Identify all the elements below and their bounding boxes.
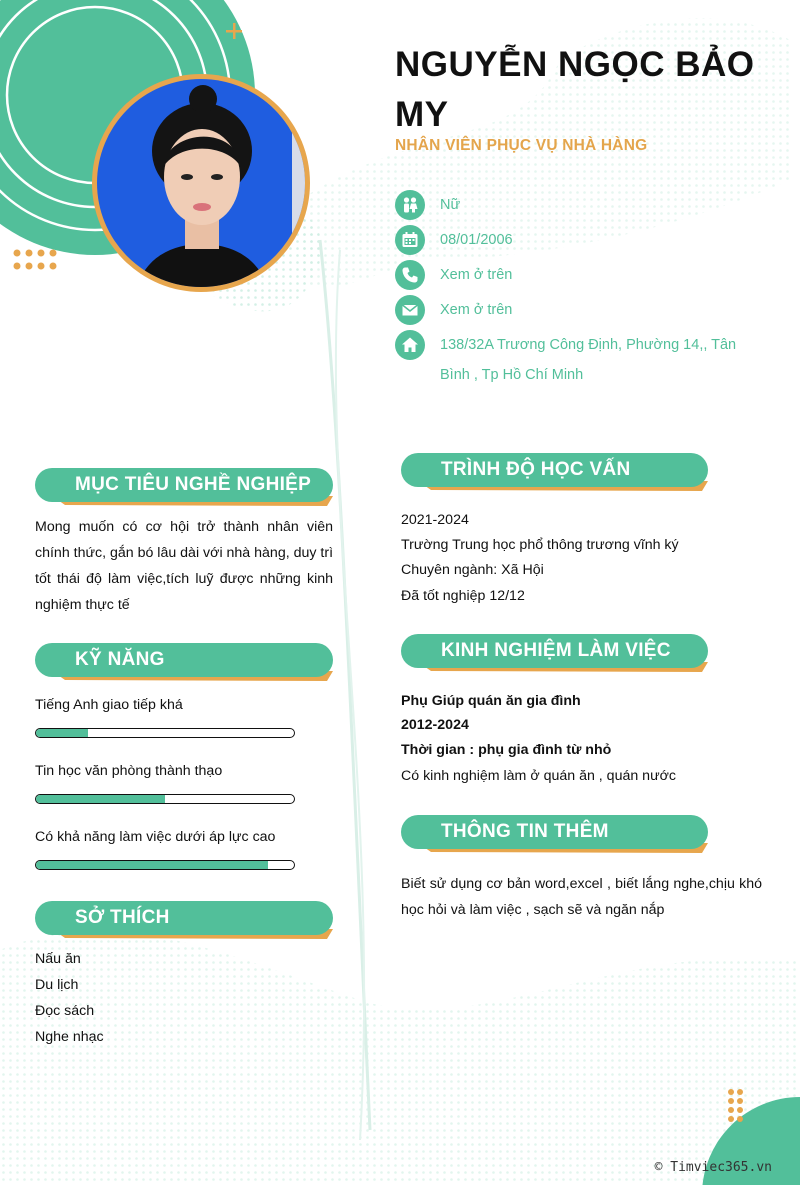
education-period: 2021-2024: [401, 512, 469, 528]
home-icon: [395, 330, 425, 360]
experience-time: Thời gian : phụ gia đình từ nhỏ: [401, 742, 612, 758]
email-row: [395, 295, 512, 325]
orange-dots-decoration: [12, 248, 64, 272]
education-status: Đã tốt nghiệp 12/12: [401, 588, 525, 604]
address-value: 138/32A Trương Công Định, Phường 14,, Tân Bình , Tp Hồ Chí Minh: [440, 337, 737, 383]
hobby-item: Du lịch: [35, 977, 79, 993]
objective-text: Mong muốn có cơ hội trở thành nhân viên chính thức, gắn bó lâu dài với nhà hàng, duy trì tốt thái độ làm việc,tích luỹ được những kinh nghiệm thực tế: [35, 519, 334, 613]
education-header: [401, 453, 708, 491]
candidate-name: NGUYỄN NGỌC BẢO MY: [395, 45, 755, 134]
additional-header: [401, 815, 708, 853]
email-value: Xem ở trên: [440, 302, 513, 318]
skill-bar: [35, 860, 295, 870]
job-title: NHÂN VIÊN PHỤC VỤ NHÀ HÀNG: [395, 137, 648, 154]
experience-position: Phụ Giúp quán ăn gia đình: [401, 693, 581, 709]
phone-icon: [395, 260, 425, 290]
phone-value: Xem ở trên: [440, 267, 513, 283]
phone-row: [395, 260, 512, 290]
birthday-value: 08/01/2006: [440, 232, 513, 248]
experience-header: [401, 634, 708, 672]
hobbies-title: SỞ THÍCH: [75, 907, 170, 928]
skill-bar: [35, 728, 295, 738]
skills-title: KỸ NĂNG: [75, 649, 165, 670]
experience-period: 2012-2024: [401, 717, 469, 733]
additional-title: THÔNG TIN THÊM: [441, 821, 609, 842]
people-icon: [395, 190, 425, 220]
hobby-item: Nghe nhạc: [35, 1029, 104, 1045]
gender-value: Nữ: [440, 197, 461, 213]
birthday-row: [395, 225, 513, 255]
experience-title: KINH NGHIỆM LÀM VIỆC: [441, 640, 671, 661]
hobbies-header: [35, 901, 333, 939]
hobby-item: Đọc sách: [35, 1003, 95, 1019]
additional-text: Biết sử dụng cơ bản word,excel , biết lắng nghe,chịu khó học hỏi và làm việc , sạch sẽ và ngăn nắp: [401, 876, 762, 918]
hobby-item: Nấu ăn: [35, 951, 81, 967]
gender-row: [395, 190, 460, 220]
skills-header: [35, 643, 333, 681]
education-title: TRÌNH ĐỘ HỌC VẤN: [441, 459, 631, 480]
education-major: Chuyên ngành: Xã Hội: [401, 562, 544, 578]
profile-photo: [97, 79, 305, 287]
experience-description: Có kinh nghiệm làm ở quán ăn , quán nước: [401, 768, 676, 784]
skill-label: Có khả năng làm việc dưới áp lực cao: [35, 829, 276, 845]
plus-icon: [226, 23, 242, 39]
envelope-icon: [395, 295, 425, 325]
objective-header: [35, 468, 333, 506]
address-row: [395, 330, 740, 390]
objective-title: MỤC TIÊU NGHỀ NGHIỆP: [75, 474, 312, 495]
calendar-icon: [395, 225, 425, 255]
skill-label: Tin học văn phòng thành thạo: [35, 763, 223, 779]
education-school: Trường Trung học phổ thông trương vĩnh ký: [401, 537, 679, 553]
footer-copyright: © Timviec365.vn: [654, 1160, 772, 1175]
skill-bar: [35, 794, 295, 804]
skill-label: Tiếng Anh giao tiếp khá: [35, 697, 183, 713]
